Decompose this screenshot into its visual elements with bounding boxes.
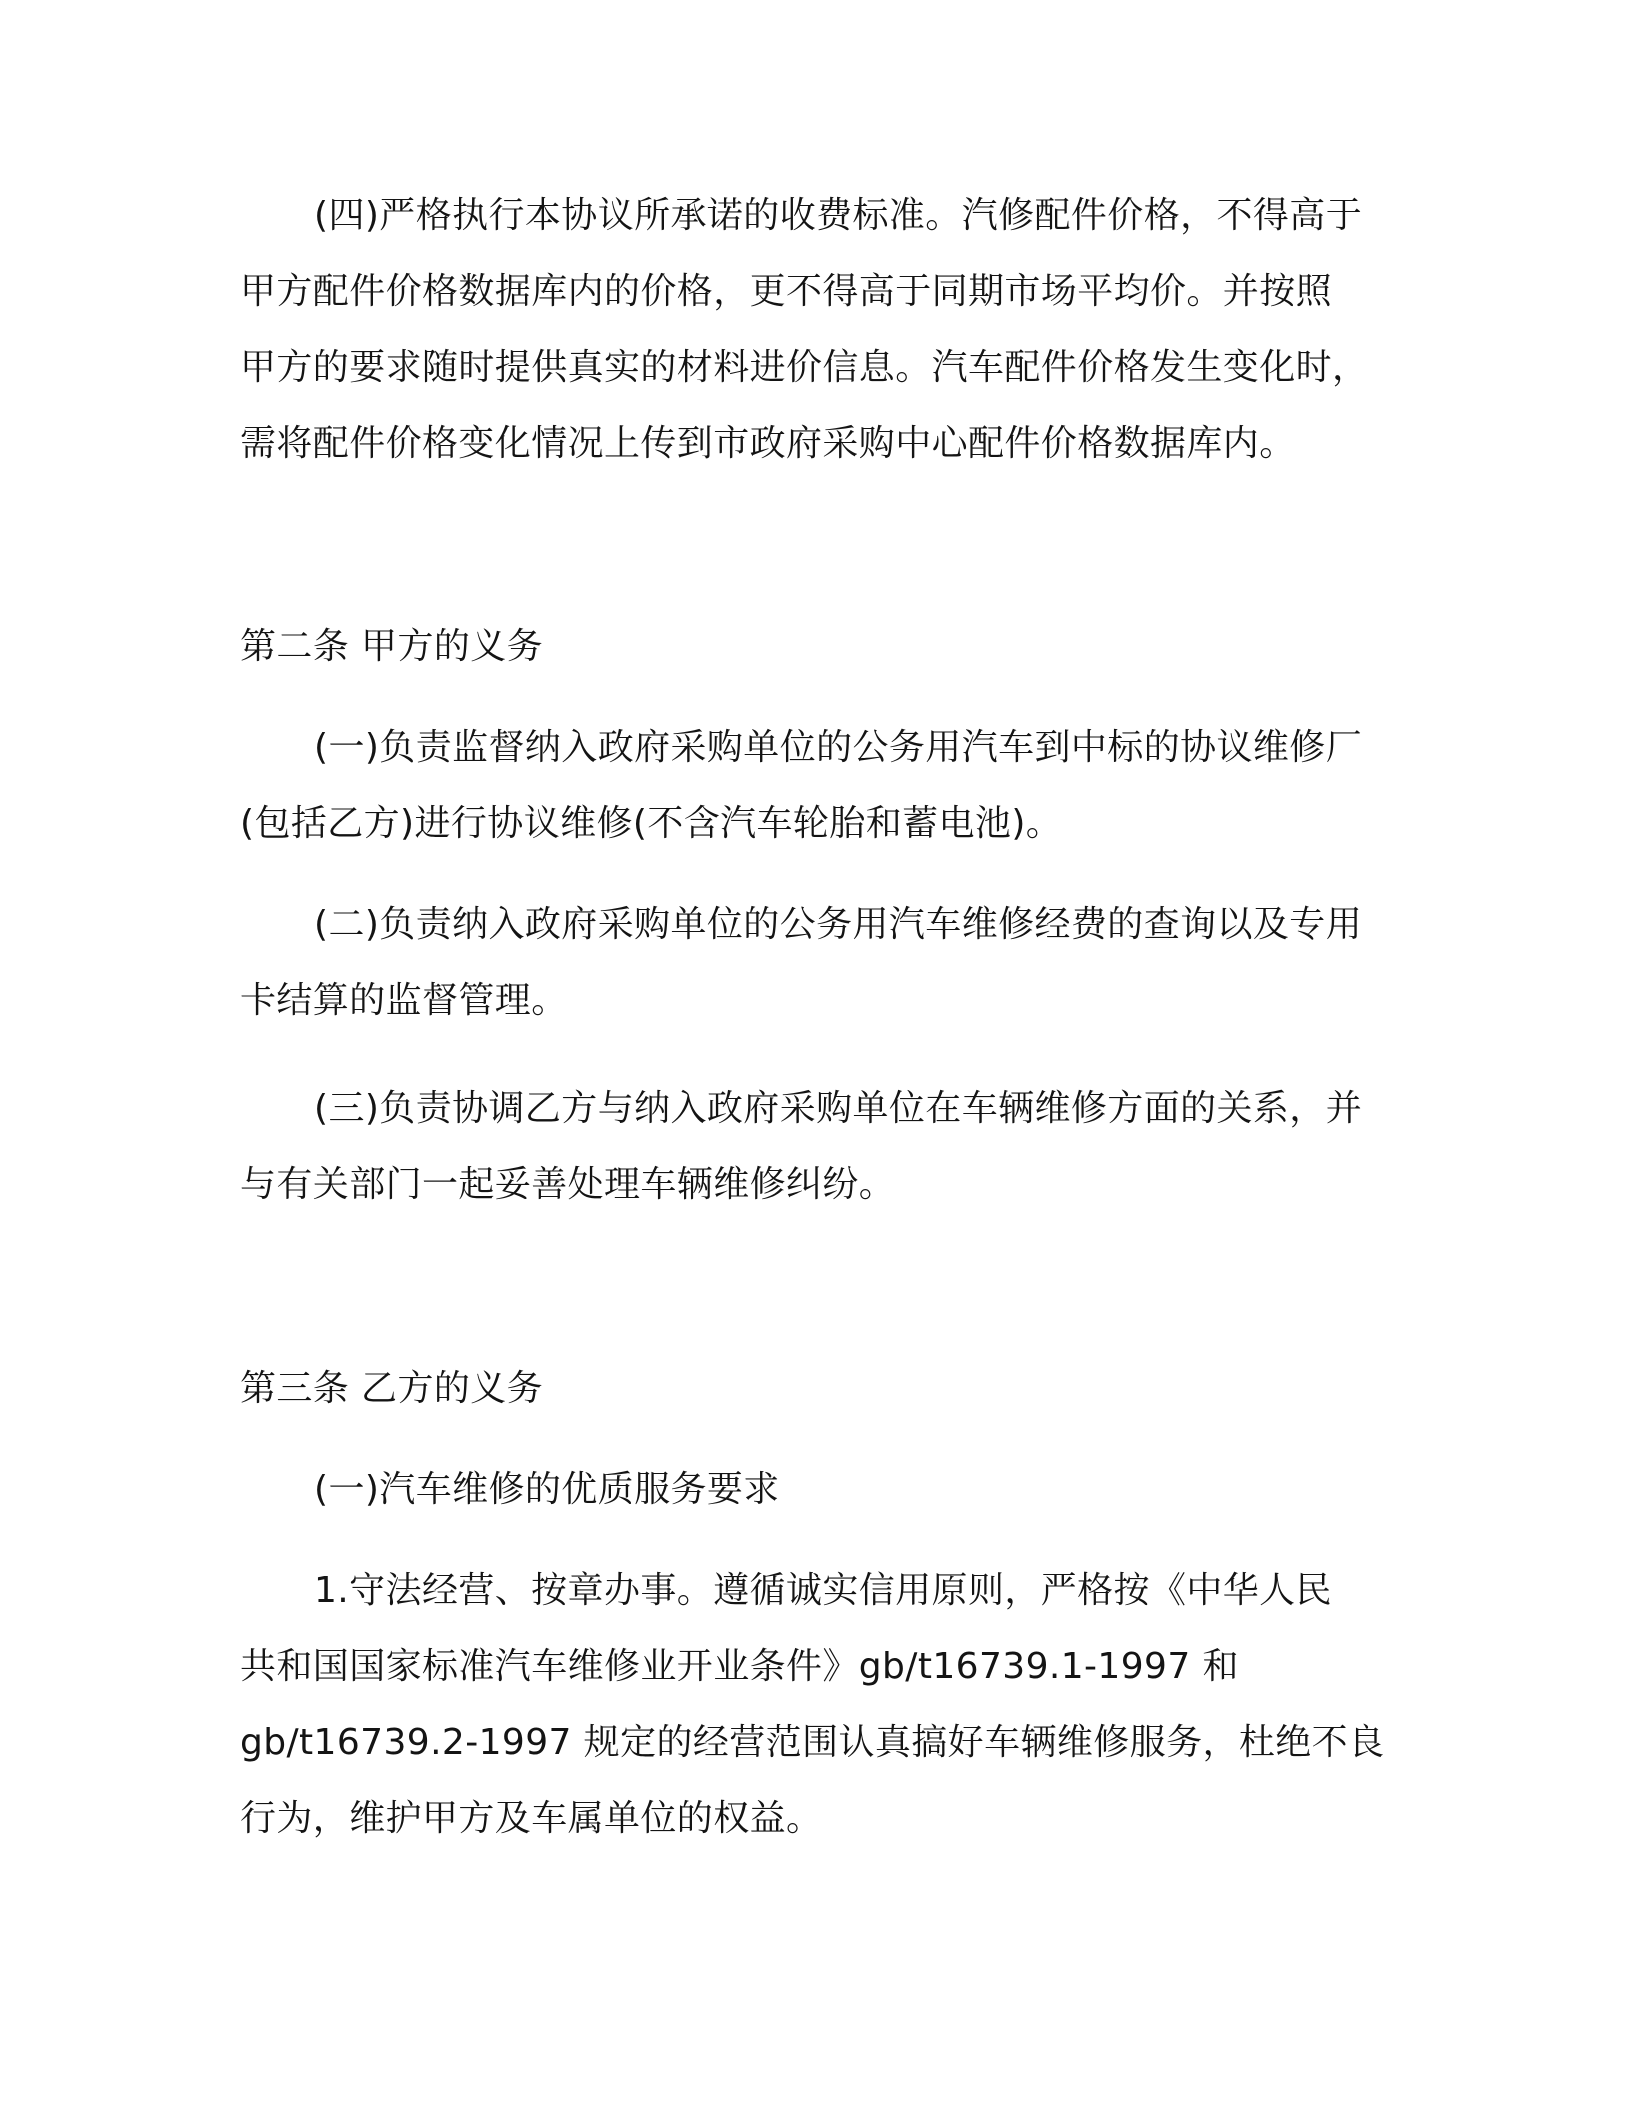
section-heading: 第二条 甲方的义务 [240, 626, 544, 667]
paragraph-line: (四)严格执行本协议所承诺的收费标准。汽修配件价格，不得高于 [314, 195, 1363, 236]
subsection-heading: (一)汽车维修的优质服务要求 [314, 1469, 780, 1510]
paragraph-line: (一)负责监督纳入政府采购单位的公务用汽车到中标的协议维修厂 [314, 727, 1363, 768]
paragraph-line: (二)负责纳入政府采购单位的公务用汽车维修经费的查询以及专用 [314, 904, 1363, 945]
paragraph-line: 共和国国家标准汽车维修业开业条件》gb/t16739.1-1997 和 [240, 1646, 1239, 1687]
paragraph-line: 需将配件价格变化情况上传到市政府采购中心配件价格数据库内。 [240, 423, 1296, 464]
paragraph-line: 甲方配件价格数据库内的价格，更不得高于同期市场平均价。并按照 [240, 271, 1333, 312]
paragraph-line: 甲方的要求随时提供真实的材料进价信息。汽车配件价格发生变化时， [240, 347, 1369, 388]
paragraph-line: 行为，维护甲方及车属单位的权益。 [240, 1798, 823, 1839]
paragraph-line: gb/t16739.2-1997 规定的经营范围认真搞好车辆维修服务，杜绝不良 [240, 1722, 1385, 1763]
paragraph-line: 1.守法经营、按章办事。遵循诚实信用原则，严格按《中华人民 [314, 1570, 1332, 1611]
paragraph-line: 与有关部门一起妥善处理车辆维修纠纷。 [240, 1164, 896, 1205]
paragraph-line: 卡结算的监督管理。 [240, 980, 568, 1021]
paragraph-line: (三)负责协调乙方与纳入政府采购单位在车辆维修方面的关系，并 [314, 1088, 1363, 1129]
paragraph-line: (包括乙方)进行协议维修(不含汽车轮胎和蓄电池)。 [240, 803, 1063, 844]
section-heading: 第三条 乙方的义务 [240, 1368, 544, 1409]
